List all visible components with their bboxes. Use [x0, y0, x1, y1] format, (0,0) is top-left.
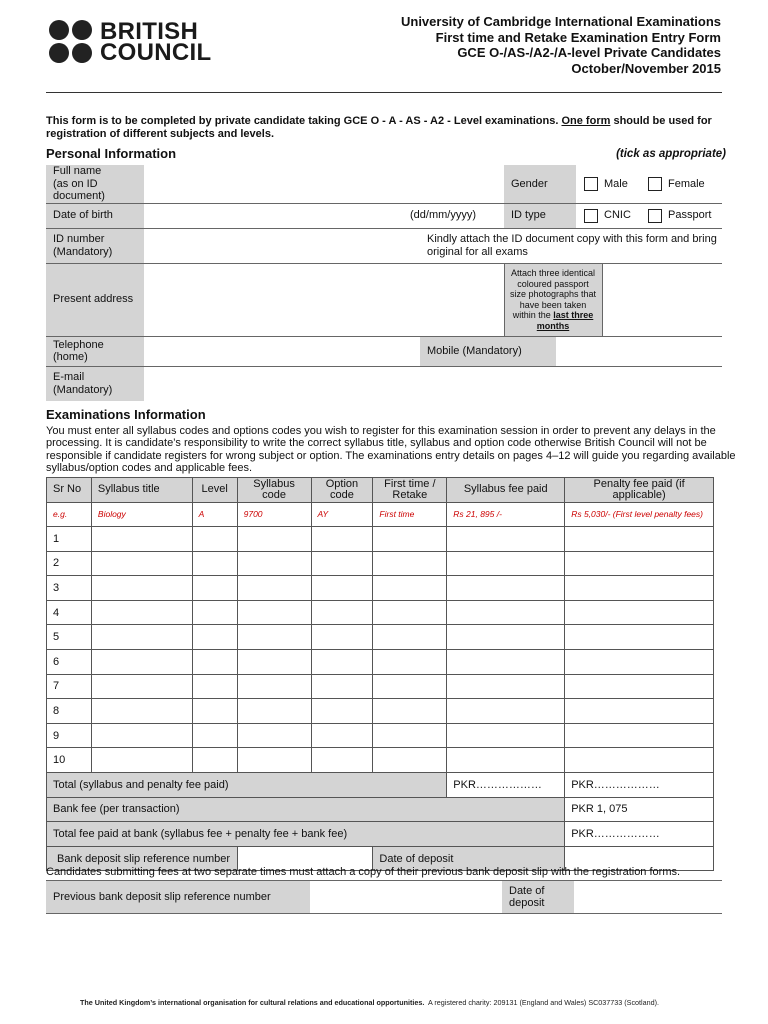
telephone-field[interactable] — [144, 336, 420, 366]
grid-line — [46, 880, 722, 881]
photo-recency-emphasis: last three months — [536, 310, 594, 331]
bank-fee-label: Bank fee (per transaction) — [47, 797, 565, 822]
row-number: 1 — [47, 527, 92, 552]
gender-label: Gender — [504, 165, 576, 203]
grid-line — [46, 913, 722, 914]
grid-line — [504, 263, 505, 336]
footer — [80, 998, 659, 1007]
personal-info-grid — [46, 165, 722, 401]
address-label: Present address — [46, 263, 144, 336]
deposit-date-label: Date of deposit — [373, 846, 565, 871]
female-label: Female — [668, 177, 705, 190]
email-field[interactable] — [144, 366, 722, 401]
fee-note: Candidates submitting fees at two separate times must attach a copy of their previous bank deposit slip with the registration forms. — [46, 866, 681, 878]
logo-dots-icon — [49, 20, 92, 63]
row-number: 5 — [47, 625, 92, 650]
row-number: 7 — [47, 674, 92, 699]
table-row[interactable] — [47, 527, 714, 552]
form-title — [401, 14, 721, 76]
dob-hint: (dd/mm/yyyy) — [410, 209, 476, 222]
bank-fee-row — [47, 797, 714, 822]
col-first-time-retake: First time / Retake — [373, 478, 447, 503]
telephone-label: Telephone (home) — [46, 336, 144, 366]
table-row[interactable] — [47, 699, 714, 724]
header-divider — [46, 92, 722, 93]
total-bank-label: Total fee paid at bank (syllabus fee + penalty fee + bank fee) — [47, 822, 565, 847]
table-row[interactable] — [47, 748, 714, 773]
one-form-emphasis: One form — [561, 115, 611, 127]
table-row[interactable] — [47, 649, 714, 674]
full-name-field[interactable] — [144, 165, 504, 203]
previous-date-field[interactable] — [574, 880, 722, 914]
photo-area[interactable] — [602, 263, 722, 336]
address-field[interactable] — [144, 263, 504, 336]
previous-slip-field[interactable] — [310, 880, 502, 914]
cnic-checkbox[interactable] — [584, 209, 598, 223]
footer-charity: A registered charity: 209131 (England and Wales) SC037733 (Scotland). — [427, 998, 660, 1007]
table-row[interactable] — [47, 600, 714, 625]
intro-text: This form is to be completed by private candidate taking GCE O - A - AS - A2 - Level examinations. One form should be used for registration of different subjects and levels. — [46, 115, 712, 140]
full-name-label: Full name (as on ID document) — [46, 165, 144, 203]
id-number-label: ID number (Mandatory) — [46, 228, 144, 263]
grid-line — [46, 228, 722, 229]
col-syllabus-title: Syllabus title — [91, 478, 192, 503]
row-number: 6 — [47, 649, 92, 674]
example-cell: First time — [373, 503, 447, 527]
previous-date-label: Date of deposit — [502, 880, 574, 914]
mobile-label: Mobile (Mandatory) — [420, 336, 556, 366]
table-row[interactable] — [47, 723, 714, 748]
total-label: Total (syllabus and penalty fee paid) — [47, 772, 447, 797]
grid-line — [46, 336, 722, 337]
id-number-field[interactable] — [144, 228, 424, 263]
total-bank-field[interactable]: PKR……………… — [565, 822, 714, 847]
id-type-label: ID type — [504, 203, 576, 228]
id-note: Kindly attach the ID document copy with this form and bring original for all exams — [427, 233, 717, 258]
total-row — [47, 772, 714, 797]
passport-checkbox[interactable] — [648, 209, 662, 223]
passport-label: Passport — [668, 209, 712, 222]
example-cell: Rs 21, 895 /- — [447, 503, 565, 527]
row-number: 4 — [47, 600, 92, 625]
table-row[interactable] — [47, 551, 714, 576]
col-penalty-fee: Penalty fee paid (if applicable) — [565, 478, 714, 503]
photo-instructions: Attach three identical coloured passport size photographs that have been taken within the last three months — [504, 263, 602, 336]
col-syllabus-fee: Syllabus fee paid — [447, 478, 565, 503]
example-cell: e.g. — [47, 503, 92, 527]
example-cell: Biology — [91, 503, 192, 527]
col-level: Level — [192, 478, 237, 503]
dob-label: Date of birth — [46, 203, 144, 228]
table-row[interactable] — [47, 674, 714, 699]
title-line-3: GCE O-/AS-/A2-/A-level Private Candidates — [457, 45, 721, 60]
row-number: 8 — [47, 699, 92, 724]
example-cell: AY — [311, 503, 373, 527]
row-number: 10 — [47, 748, 92, 773]
table-header-row — [47, 478, 714, 503]
grid-line — [46, 203, 722, 204]
dob-field[interactable] — [144, 203, 504, 228]
example-row — [47, 503, 714, 527]
example-cell: 9700 — [237, 503, 311, 527]
col-sr-no: Sr No — [47, 478, 92, 503]
col-option-code: Option code — [311, 478, 373, 503]
total-syllabus-fee-field[interactable]: PKR……………… — [447, 772, 565, 797]
exam-entry-table — [46, 477, 714, 871]
female-checkbox[interactable] — [648, 177, 662, 191]
row-number: 9 — [47, 723, 92, 748]
british-council-logo — [49, 17, 212, 66]
table-row[interactable] — [47, 576, 714, 601]
total-bank-row — [47, 822, 714, 847]
total-penalty-fee-field[interactable]: PKR……………… — [565, 772, 714, 797]
grid-line — [602, 263, 603, 336]
grid-line — [46, 366, 722, 367]
email-label: E-mail (Mandatory) — [46, 366, 144, 401]
title-line-1: University of Cambridge International Examinations — [400, 14, 721, 29]
row-number: 2 — [47, 551, 92, 576]
example-cell: Rs 5,030/- (First level penalty fees) — [565, 503, 714, 527]
previous-slip-label: Previous bank deposit slip reference number — [46, 880, 310, 914]
logo-line-1: BRITISH — [100, 17, 199, 45]
col-syllabus-code: Syllabus code — [237, 478, 311, 503]
bank-fee-value: PKR 1, 075 — [565, 797, 714, 822]
male-label: Male — [604, 177, 628, 190]
footer-mission: The United Kingdom’s international organisation for cultural relations and educational opportunities. — [80, 998, 425, 1007]
cnic-label: CNIC — [604, 209, 631, 222]
example-cell: A — [192, 503, 237, 527]
logo-line-2: COUNCIL — [100, 38, 212, 66]
grid-line — [46, 263, 722, 264]
previous-deposit-row — [46, 880, 722, 914]
title-line-4: October/November 2015 — [571, 60, 721, 76]
row-number: 3 — [47, 576, 92, 601]
title-line-2: First time and Retake Examination Entry Form — [435, 29, 721, 45]
deposit-slip-label: Bank deposit slip reference number — [47, 846, 238, 871]
table-row[interactable] — [47, 625, 714, 650]
personal-info-title: Personal Information — [46, 146, 177, 161]
exams-info-title: Examinations Information — [46, 407, 206, 422]
exams-description: You must enter all syllabus codes and options codes you wish to register for this examination session in order to prevent any delays in the processing. It is candidate’s responsibility to write the correct syllabus title, syllabus and option code otherwise British Council will not be responsible if candidate registers for wrong subject or option. The examinations entry details on pages 4–12 will guide you regarding available syllabus/option codes and applicable fees. — [46, 425, 736, 475]
mobile-field[interactable] — [556, 336, 722, 366]
tick-note: (tick as appropriate) — [616, 148, 726, 160]
male-checkbox[interactable] — [584, 177, 598, 191]
